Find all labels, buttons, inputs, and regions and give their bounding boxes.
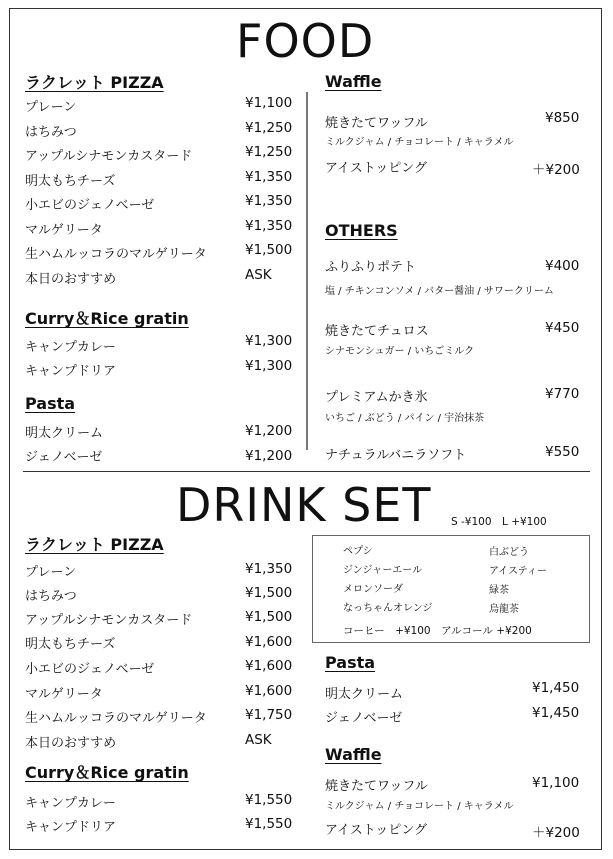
menu-item-name: 明太クリーム [25,426,104,441]
menu-item-name: 明太クリーム [325,687,404,702]
menu-item-name: マルゲリータ [25,687,103,702]
drink-option: アイスティー [489,566,547,577]
menu-item-price: ¥1,600 [245,683,293,699]
drink-option: 烏龍茶 [489,604,519,615]
menu-item-price: ¥1,300 [245,333,293,349]
menu-item-price: ¥1,350 [245,193,293,209]
menu-item-options: ミルクジャム / チョコレート / キャラメル [325,801,514,812]
drink-waffle-heading: Waffle [325,745,382,764]
menu-item-name: ジェノベーゼ [25,450,103,465]
menu-item-name: 生ハムルッコラのマルゲリータ [25,247,207,262]
food-pasta-heading: Pasta [25,394,76,413]
menu-item-name: キャンプドリア [25,364,117,379]
menu-item-price: ¥1,100 [245,95,293,111]
menu-item-name: プレーン [25,100,77,115]
menu-item-options: シナモンシュガー / いちごミルク [325,346,475,357]
menu-item-price: ¥450 [545,320,580,336]
menu-item-price: ¥1,100 [532,775,580,791]
food-raclette-heading: ラクレット PIZZA [25,73,164,92]
menu-item-name: はちみつ [25,589,77,604]
drink-option: 緑茶 [489,585,509,596]
menu-item-name: アップルシナモンカスタード [25,149,193,164]
menu-item-price: ¥1,350 [245,169,293,185]
menu-item-price: ¥1,350 [245,218,293,234]
size-price-note: S -¥100 L +¥100 [451,516,547,528]
menu-item-price: ¥1,500 [245,585,293,601]
menu-item-price: ＋¥200 [532,825,580,841]
menu-item-price: ¥1,500 [245,242,293,258]
menu-item-name: 明太もちチーズ [25,174,116,189]
menu-item-name: 小エビのジェノベーゼ [25,198,155,213]
menu-item-options: 塩 / チキンコンソメ / バター醤油 / サワークリーム [325,286,554,297]
menu-item-options: いちご / ぶどう / パイン / 宇治抹茶 [325,413,485,424]
menu-item-name: 明太もちチーズ [25,637,116,652]
menu-item-price: ¥1,450 [532,680,580,696]
menu-item-name: アップルシナモンカスタード [25,613,193,628]
menu-item-price: ¥1,300 [245,358,293,374]
menu-item-name: 小エビのジェノベーゼ [25,662,155,677]
drink-curry-heading: Curry＆Rice gratin [25,763,189,782]
menu-item-price: ¥1,200 [245,423,293,439]
drink-option: メロンソーダ [343,584,403,595]
drink-option: 白ぶどう [489,547,529,558]
menu-item-name: 焼きたてチュロス [325,324,429,339]
menu-item-price: ¥550 [545,444,580,460]
drink-option: なっちゃんオレンジ [343,603,433,614]
menu-item-name: 生ハムルッコラのマルゲリータ [25,711,207,726]
section-divider [23,471,590,472]
menu-item-name: はちみつ [25,125,77,140]
menu-item-price: ¥770 [545,386,580,402]
drink-option: ジンジャーエール [343,565,423,576]
menu-item-price: ¥1,200 [245,448,293,464]
menu-item-name: アイストッピング [325,823,428,838]
menu-item-name: 本日のおすすめ [25,272,117,287]
menu-item-price: ¥1,550 [245,792,293,808]
menu-item-price: ¥1,550 [245,816,293,832]
drink-raclette-heading: ラクレット PIZZA [25,535,164,554]
menu-item-price: ¥1,450 [532,705,580,721]
food-curry-heading: Curry＆Rice gratin [25,309,189,328]
menu-item-price: ＋¥200 [532,162,580,178]
drink-set-title: DRINK SET [176,478,432,532]
menu-item-name: キャンプカレー [25,796,116,811]
drink-option: ペプシ [343,546,373,557]
menu-item-name: プレミアムかき氷 [325,390,428,405]
food-others-heading: OTHERS [325,221,398,240]
menu-item-name: ナチュラルバニラソフト [325,448,467,463]
menu-item-price: ¥1,250 [245,120,293,136]
menu-item-name: アイストッピング [325,161,428,176]
menu-item-name: ふりふりポテト [325,260,417,275]
menu-item-name: キャンプドリア [25,820,117,835]
menu-item-price: ¥1,350 [245,561,293,577]
menu-item-name: 焼きたてワッフル [325,116,428,131]
column-divider [306,92,308,450]
menu-item-name: キャンプカレー [25,340,116,355]
drink-pasta-heading: Pasta [325,653,376,672]
menu-item-price: ¥1,600 [245,634,293,650]
menu-item-name: 本日のおすすめ [25,736,117,751]
menu-item-price: ¥1,750 [245,707,293,723]
menu-item-name: 焼きたてワッフル [325,779,428,794]
menu-item-price: ¥1,600 [245,658,293,674]
drink-upgrade-note: コーヒー +¥100 アルコール +¥200 [343,625,532,637]
menu-item-options: ミルクジャム / チョコレート / キャラメル [325,137,514,148]
food-waffle-heading: Waffle [325,72,382,91]
menu-item-price: ASK [245,732,272,748]
menu-item-price: ¥1,500 [245,609,293,625]
menu-item-price: ¥850 [545,110,580,126]
menu-item-price: ¥1,250 [245,144,293,160]
menu-item-name: マルゲリータ [25,223,103,238]
menu-item-price: ASK [245,267,272,283]
food-title: FOOD [236,14,375,68]
menu-item-name: ジェノベーゼ [325,711,403,726]
menu-item-name: プレーン [25,565,77,580]
menu-item-price: ¥400 [545,258,580,274]
